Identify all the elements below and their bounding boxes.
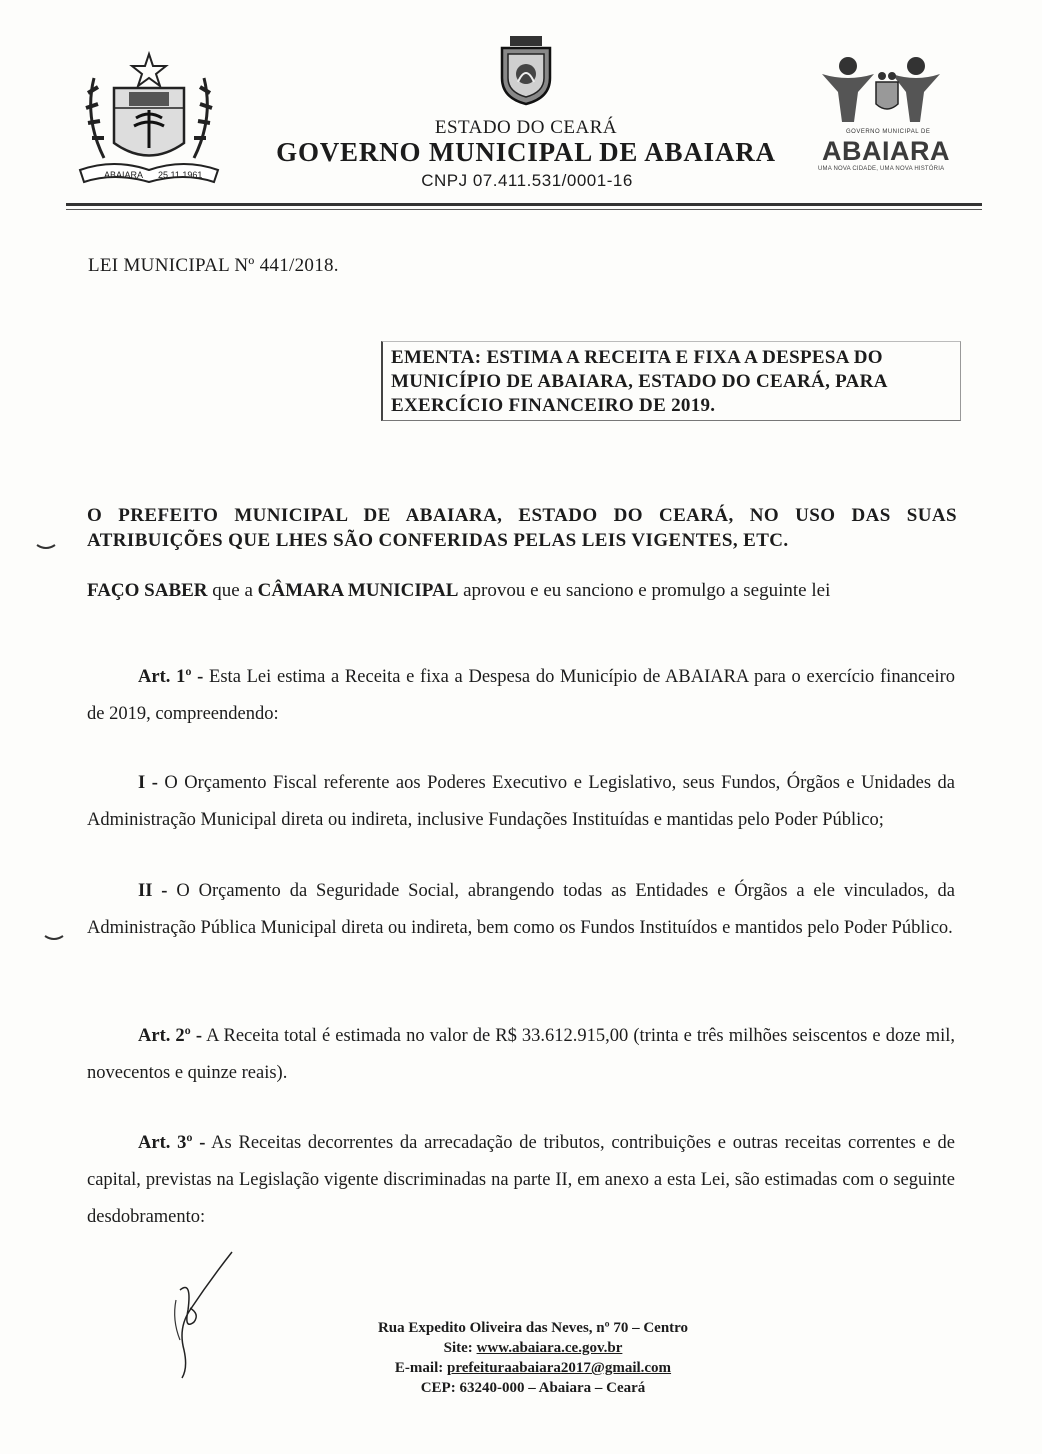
margin-mark [44, 935, 64, 941]
margin-mark [36, 544, 56, 550]
item-i [87, 765, 955, 839]
item-ii-label: II - [138, 881, 168, 901]
footer-site-line [300, 1338, 766, 1358]
enactment-lead: FAÇO SABER [87, 580, 208, 601]
footer-contact [300, 1318, 766, 1398]
article-2-text: A Receita total é estimada no valor de R$ 33.612.915,00 (trinta e três milhões seiscentos e doze mil, novecentos e quinze reais). [87, 1026, 955, 1083]
enactment-clause [87, 578, 957, 603]
logo-tagline: UMA NOVA CIDADE, UMA NOVA HISTÓRIA [818, 166, 945, 172]
item-i-text: O Orçamento Fiscal referente aos Poderes Executivo e Legislativo, seus Fundos, Órgãos e Unidades da Administração Municipal direta ou indireta, inclusive Fundações Instituídas e mantidas pelo Poder Público; [87, 773, 955, 830]
article-1-label: Art. 1º - [138, 667, 204, 687]
item-ii-text: O Orçamento da Seguridade Social, abrangendo todas as Entidades e Órgãos a ele vinculados, da Administração Pública Municipal direta ou indireta, bem como os Fundos Instituídos e mantidos pelo Poder Público. [87, 881, 956, 938]
logo-brand-name: ABAIARA [822, 136, 950, 166]
footer-site-label: Site: [443, 1340, 477, 1356]
enactment-rest: aprovou e eu sanciono e promulgo a seguinte lei [458, 580, 831, 601]
article-3-text: As Receitas decorrentes da arrecadação de tributos, contribuições e outras receitas correntes e de capital, previstas na Legislação vigente discriminadas na parte II, em anexo a esta Lei, são estimadas com o seguinte desdobramento: [87, 1133, 955, 1227]
item-ii [87, 873, 955, 947]
logo-caption: GOVERNO MUNICIPAL DE [846, 129, 931, 135]
article-3-label: Art. 3º - [138, 1133, 206, 1153]
preamble: O PREFEITO MUNICIPAL DE ABAIARA, ESTADO DO CEARÁ, NO USO DAS SUAS ATRIBUIÇÕES QUE LHES SÃO CONFERIDAS PELAS LEIS VIGENTES, ETC. [87, 505, 957, 551]
cnpj: CNPJ 07.411.531/0001-16 [421, 171, 633, 190]
header-divider-thin [66, 209, 982, 210]
footer-email-line [300, 1358, 766, 1378]
footer-cep: CEP: 63240-000 – Abaiara – Ceará [420, 1380, 646, 1396]
crest-date: 25.11.1961 [158, 170, 203, 180]
government-name: GOVERNO MUNICIPAL DE ABAIARA [276, 137, 776, 167]
state-name: ESTADO DO CEARÁ [434, 117, 618, 138]
state-coat-of-arms-icon [496, 34, 556, 106]
ementa-line-2: MUNICÍPIO DE ABAIARA, ESTADO DO CEARÁ, PARA [391, 371, 888, 392]
ementa-line-3: EXERCÍCIO FINANCEIRO DE 2019. [391, 395, 716, 416]
footer-email-link[interactable]: prefeituraabaiara2017@gmail.com [447, 1360, 672, 1376]
article-1 [87, 659, 955, 733]
ementa-line-1: EMENTA: ESTIMA A RECEITA E FIXA A DESPESA DO [391, 347, 883, 368]
footer-email-label: E-mail: [394, 1360, 447, 1376]
article-2 [87, 1018, 955, 1092]
item-i-label: I - [138, 773, 158, 793]
enactment-mid: que a [207, 580, 258, 601]
article-2-label: Art. 2º - [138, 1026, 203, 1046]
crest-name: ABAIARA [104, 170, 144, 180]
article-3 [87, 1125, 955, 1236]
ementa-box [381, 341, 961, 421]
article-1-text: Esta Lei estima a Receita e fixa a Despesa do Município de ABAIARA para o exercício financeiro de 2019, compreendendo: [87, 667, 956, 724]
footer-site-link[interactable]: www.abaiara.ce.gov.br [476, 1340, 623, 1356]
handwritten-signature [170, 1250, 240, 1380]
law-title: LEI MUNICIPAL Nº 441/2018. [88, 255, 339, 276]
header-divider [66, 203, 982, 206]
footer-address: Rua Expedito Oliveira das Neves, nº 70 – Centro [377, 1320, 689, 1336]
enactment-chamber: CÂMARA MUNICIPAL [257, 580, 459, 601]
